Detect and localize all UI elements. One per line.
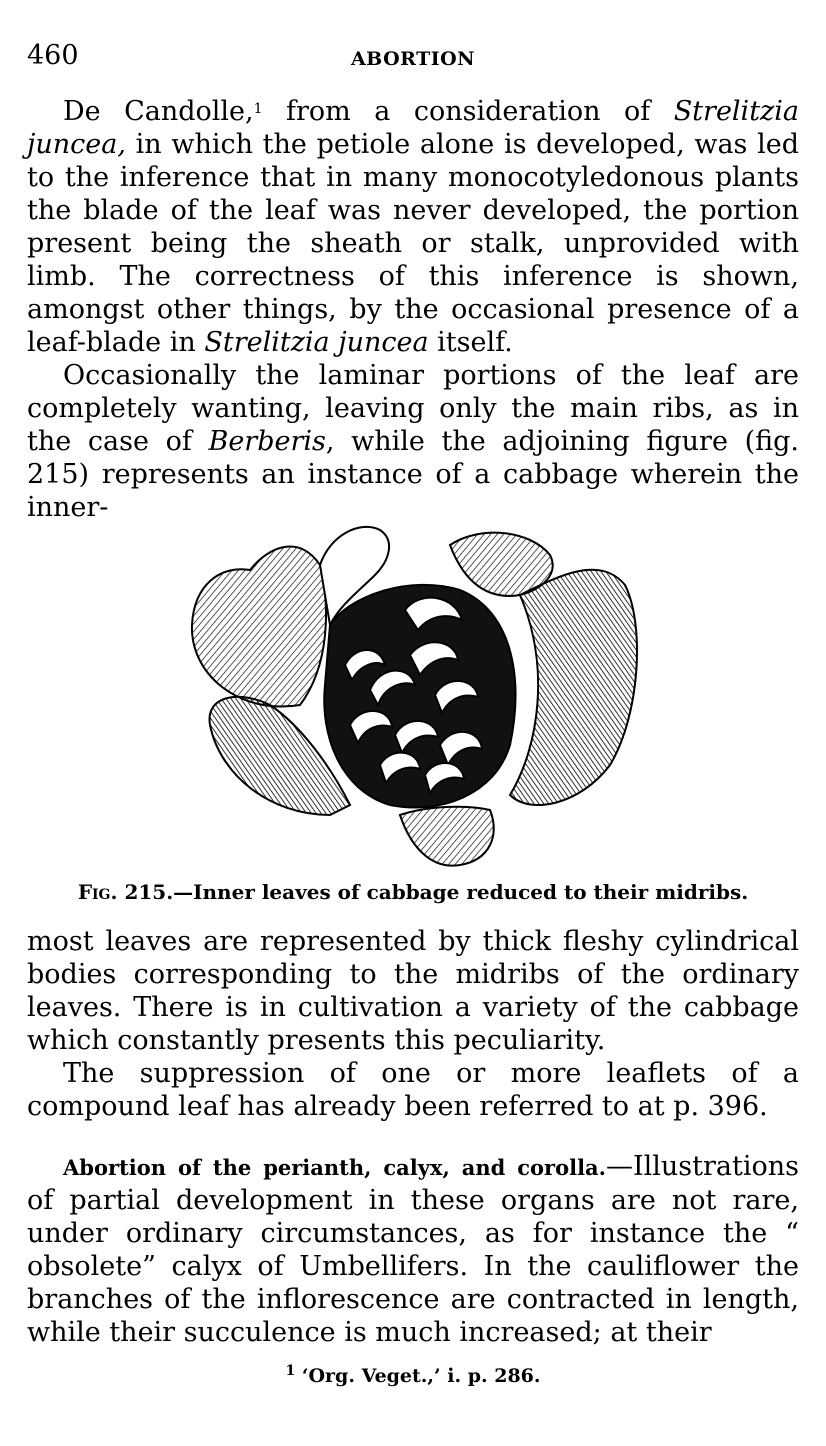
footnote-mark: 1	[285, 1363, 296, 1379]
running-head: ABORTION	[350, 48, 476, 70]
footnote: $^1$ ‘Org. Veget.,’ i. p. 286.	[285, 1363, 541, 1387]
text-block-bottom	[27, 1150, 799, 1349]
paragraph-strelitzia: De Candolle,$^1$ from a consideration of Strelitzia juncea, in which the petiole alone is developed, was led to the inference that in many monocotyledonous plants the blade of the leaf was never developed, the portion present being the sheath or stalk, unprovided with limb. The correctness of this inference is shown, amongst other things, by the occasional presence of a leaf-blade in Strelitzia juncea itself.	[27, 96, 799, 358]
section-subheading: Abortion of the perianth, calyx, and corolla.	[63, 1155, 606, 1180]
page-number: 460	[27, 40, 79, 71]
species-name: Strelitzia juncea,	[27, 96, 799, 160]
cabbage-engraving	[180, 515, 650, 875]
outer-leaf-bottom	[400, 807, 494, 866]
outer-leaf-left	[192, 546, 326, 706]
figure-label: Fig.	[77, 880, 118, 904]
paragraph-perianth: Abortion of the perianth, calyx, and corolla.—Illustrations of partial development in these organs are not rare, under ordinary circumstances, as for instance the “ obsolete” calyx of Umbellifers. In the cauliflower the branches of the inflorescence are contracted in length, while their succulence is much increased; at their	[27, 1151, 799, 1348]
figure-caption: Fig. 215.—Inner leaves of cabbage reduced to their midribs.	[77, 880, 749, 904]
paragraph-berberis: Occasionally the laminar portions of the leaf are completely wanting, leaving only the main ribs, as in the case of Berberis, while the adjoining figure (fig. 215) represents an instance of a cabbage wherein the inner-	[27, 360, 799, 523]
page-header	[27, 40, 799, 80]
paragraph-midribs: most leaves are represented by thick fleshy cylindrical bodies corresponding to the midribs of the ordinary leaves. There is in cultivation a variety of the cabbage which constantly presents this peculiarity.	[27, 926, 799, 1056]
species-name: Strelitzia juncea	[204, 327, 429, 358]
text-block-middle	[27, 925, 799, 1123]
footnote-reference: 1	[253, 101, 263, 117]
genus-name: Berberis	[208, 426, 326, 457]
paragraph-leaflets: The suppression of one or more leaflets of a compound leaf has already been referred to at p. 396.	[27, 1058, 799, 1122]
outer-leaf-right	[510, 570, 637, 805]
text-block-top	[27, 95, 799, 524]
